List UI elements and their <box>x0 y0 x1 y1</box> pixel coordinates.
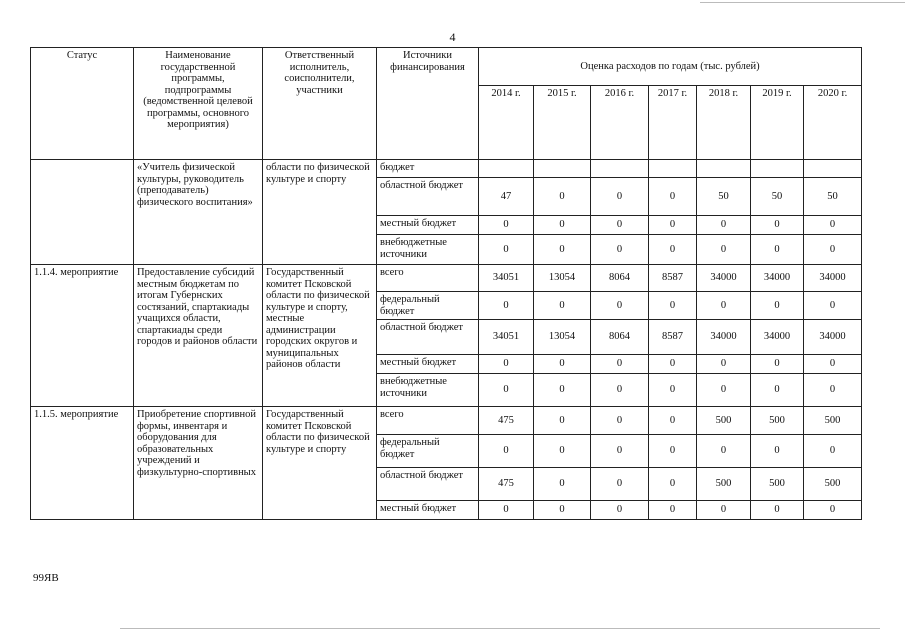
expense-value-cell <box>479 160 534 178</box>
header-year: 2014 г. <box>479 86 534 160</box>
expense-value-cell: 0 <box>697 216 751 235</box>
expense-value-cell: 47 <box>479 178 534 216</box>
expense-value-cell: 500 <box>697 468 751 501</box>
expense-value-cell: 0 <box>649 216 697 235</box>
expense-value-cell: 0 <box>591 355 649 374</box>
expense-value-cell: 0 <box>479 355 534 374</box>
expense-value-cell: 0 <box>697 374 751 407</box>
expense-value-cell: 0 <box>534 407 591 435</box>
expense-value-cell <box>751 160 804 178</box>
expense-value-cell: 0 <box>804 235 862 265</box>
expense-value-cell: 34000 <box>751 265 804 292</box>
expense-value-cell: 0 <box>534 374 591 407</box>
header-year: 2017 г. <box>649 86 697 160</box>
expense-value-cell: 0 <box>591 468 649 501</box>
expense-value-cell: 0 <box>591 407 649 435</box>
expense-value-cell: 8064 <box>591 265 649 292</box>
expense-value-cell: 34051 <box>479 265 534 292</box>
expense-value-cell: 0 <box>649 178 697 216</box>
expense-value-cell: 500 <box>804 468 862 501</box>
expense-value-cell: 13054 <box>534 320 591 355</box>
expense-value-cell: 0 <box>751 374 804 407</box>
expense-value-cell: 0 <box>591 292 649 320</box>
expense-value-cell: 50 <box>697 178 751 216</box>
expense-value-cell: 0 <box>649 501 697 520</box>
funding-source-cell: всего <box>377 265 479 292</box>
expense-value-cell: 0 <box>591 374 649 407</box>
header-status: Статус <box>31 48 134 160</box>
expenses-table-wrap <box>30 47 862 520</box>
expense-value-cell: 0 <box>534 501 591 520</box>
expense-value-cell: 0 <box>751 235 804 265</box>
expense-value-cell: 0 <box>479 216 534 235</box>
expense-value-cell: 0 <box>697 292 751 320</box>
expense-value-cell: 0 <box>751 216 804 235</box>
expense-value-cell <box>697 160 751 178</box>
scan-edge-top <box>700 2 905 3</box>
header-year: 2018 г. <box>697 86 751 160</box>
expense-value-cell: 0 <box>751 435 804 468</box>
expense-value-cell: 0 <box>479 292 534 320</box>
expense-value-cell: 0 <box>804 216 862 235</box>
expense-value-cell <box>534 160 591 178</box>
expense-value-cell: 0 <box>649 355 697 374</box>
expense-value-cell: 0 <box>534 292 591 320</box>
expense-value-cell: 13054 <box>534 265 591 292</box>
expense-value-cell <box>649 160 697 178</box>
expense-value-cell: 0 <box>804 374 862 407</box>
expense-value-cell: 500 <box>751 407 804 435</box>
expense-value-cell: 8587 <box>649 320 697 355</box>
expense-value-cell: 500 <box>751 468 804 501</box>
expense-value-cell: 0 <box>649 374 697 407</box>
funding-source-cell: всего <box>377 407 479 435</box>
program-name-cell: «Учитель физической культуры, руководитель (преподаватель) физического воспитания» <box>134 160 263 265</box>
expense-value-cell: 0 <box>534 178 591 216</box>
expenses-table <box>30 47 862 520</box>
table-row <box>31 407 862 435</box>
status-cell <box>31 160 134 265</box>
expense-value-cell: 500 <box>697 407 751 435</box>
executor-cell: Государственный комитет Псковской области по физической культуре и спорту, местные администрации городских округов и муниципальных районов области <box>263 265 377 407</box>
expense-value-cell: 0 <box>591 235 649 265</box>
header-expenses: Оценка расходов по годам (тыс. рублей) <box>479 48 862 86</box>
funding-source-cell: федеральный бюджет <box>377 292 479 320</box>
expense-value-cell: 0 <box>697 355 751 374</box>
expense-value-cell <box>804 160 862 178</box>
header-year: 2019 г. <box>751 86 804 160</box>
funding-source-cell: федеральный бюджет <box>377 435 479 468</box>
expense-value-cell: 0 <box>649 435 697 468</box>
expense-value-cell: 8064 <box>591 320 649 355</box>
executor-cell: области по физической культуре и спорту <box>263 160 377 265</box>
expense-value-cell: 34000 <box>697 265 751 292</box>
expense-value-cell: 0 <box>534 235 591 265</box>
expense-value-cell: 0 <box>649 407 697 435</box>
expense-value-cell: 0 <box>649 468 697 501</box>
program-name-cell: Предоставление субсидий местным бюджетам по итогам Губернских состязаний, спартакиады учащихся области, спартакиады среди городов и районов области <box>134 265 263 407</box>
funding-source-cell: внебюджетные источники <box>377 235 479 265</box>
funding-source-cell: местный бюджет <box>377 216 479 235</box>
expense-value-cell: 500 <box>804 407 862 435</box>
expense-value-cell: 0 <box>479 374 534 407</box>
expense-value-cell: 50 <box>804 178 862 216</box>
funding-source-cell: областной бюджет <box>377 468 479 501</box>
expense-value-cell: 0 <box>534 216 591 235</box>
expense-value-cell: 0 <box>804 292 862 320</box>
expense-value-cell: 34000 <box>697 320 751 355</box>
expense-value-cell: 0 <box>479 235 534 265</box>
funding-source-cell: областной бюджет <box>377 178 479 216</box>
scan-edge-bottom <box>120 628 880 629</box>
expense-value-cell: 0 <box>479 501 534 520</box>
expense-value-cell: 0 <box>534 468 591 501</box>
header-sources: Источники финансирования <box>377 48 479 160</box>
expense-value-cell: 34000 <box>804 320 862 355</box>
expense-value-cell: 0 <box>649 292 697 320</box>
program-name-cell: Приобретение спортивной формы, инвентаря и оборудования для образовательных учреждений и физкультурно-спортивных <box>134 407 263 520</box>
header-year: 2020 г. <box>804 86 862 160</box>
expense-value-cell: 475 <box>479 468 534 501</box>
expense-value-cell: 0 <box>591 216 649 235</box>
expense-value-cell: 0 <box>804 435 862 468</box>
funding-source-cell: бюджет <box>377 160 479 178</box>
expense-value-cell: 0 <box>591 501 649 520</box>
header-year: 2015 г. <box>534 86 591 160</box>
expense-value-cell: 0 <box>479 435 534 468</box>
expense-value-cell: 0 <box>804 355 862 374</box>
expense-value-cell: 50 <box>751 178 804 216</box>
expense-value-cell: 0 <box>751 501 804 520</box>
header-year: 2016 г. <box>591 86 649 160</box>
expense-value-cell: 0 <box>751 292 804 320</box>
expense-value-cell: 475 <box>479 407 534 435</box>
expense-value-cell: 0 <box>804 501 862 520</box>
executor-cell: Государственный комитет Псковской области по физической культуре и спорту <box>263 407 377 520</box>
expense-value-cell: 0 <box>649 235 697 265</box>
funding-source-cell: внебюджетные источники <box>377 374 479 407</box>
header-name: Наименование государственной программы, подпрограммы (ведомственной целевой программы, основного мероприятия) <box>134 48 263 160</box>
funding-source-cell: областной бюджет <box>377 320 479 355</box>
expense-value-cell: 0 <box>534 435 591 468</box>
funding-source-cell: местный бюджет <box>377 355 479 374</box>
expense-value-cell: 0 <box>591 178 649 216</box>
expense-value-cell: 0 <box>697 235 751 265</box>
expense-value-cell <box>591 160 649 178</box>
expense-value-cell: 34000 <box>804 265 862 292</box>
status-cell: 1.1.5. мероприятие <box>31 407 134 520</box>
expense-value-cell: 0 <box>697 501 751 520</box>
expense-value-cell: 34051 <box>479 320 534 355</box>
expense-value-cell: 34000 <box>751 320 804 355</box>
page-code: 99ЯВ <box>33 572 59 584</box>
table-row <box>31 160 862 178</box>
expense-value-cell: 8587 <box>649 265 697 292</box>
expense-value-cell: 0 <box>697 435 751 468</box>
expense-value-cell: 0 <box>534 355 591 374</box>
table-row <box>31 265 862 292</box>
page-number: 4 <box>449 30 456 44</box>
header-executor: Ответственный исполнитель, соисполнители, участники <box>263 48 377 160</box>
status-cell: 1.1.4. мероприятие <box>31 265 134 407</box>
expense-value-cell: 0 <box>751 355 804 374</box>
expense-value-cell: 0 <box>591 435 649 468</box>
funding-source-cell: местный бюджет <box>377 501 479 520</box>
